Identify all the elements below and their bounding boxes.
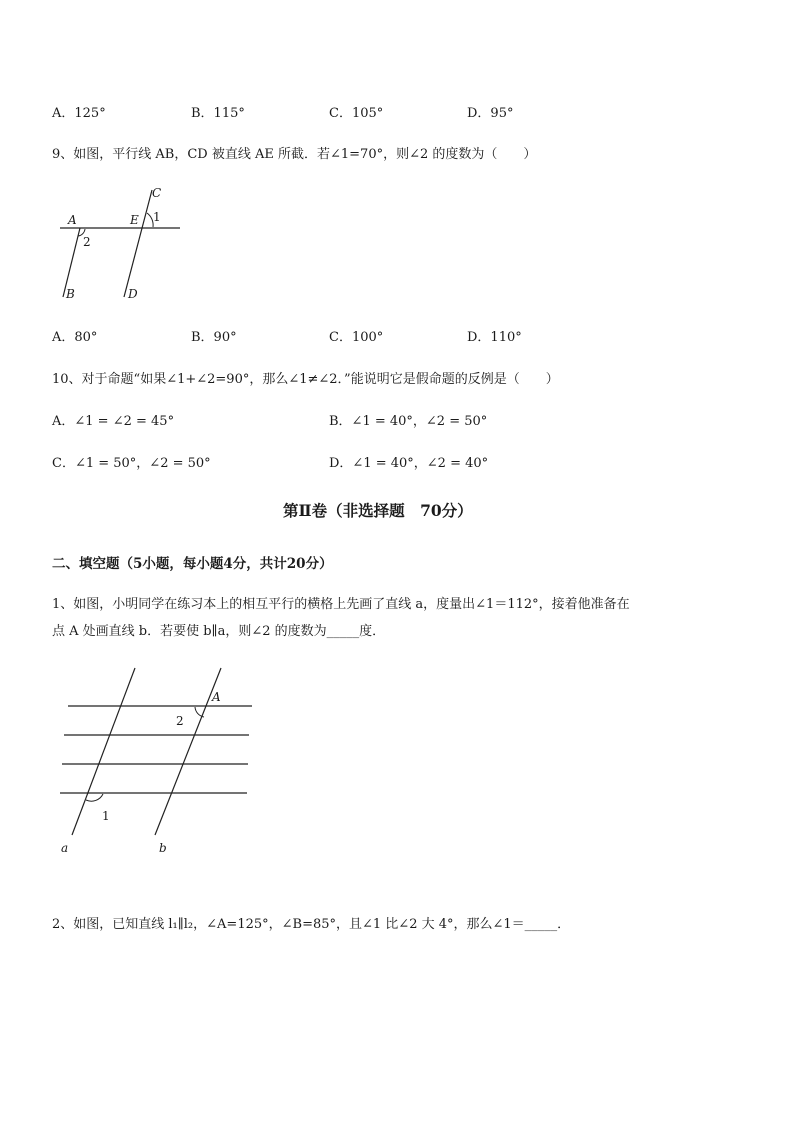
q9-label-e: E [130, 213, 139, 227]
q9-label-b: B [66, 287, 75, 301]
q8-option-c: C．105° [329, 106, 384, 121]
fill1-label-angle2: 2 [176, 714, 184, 728]
fill1-label-line-a: a [61, 841, 69, 855]
q8-option-a: A．125° [52, 106, 106, 121]
q10-option-c: C．∠1 = 50°，∠2 = 50° [52, 456, 211, 471]
part2-title: 第Ⅱ卷（非选择题 70分） [283, 501, 473, 520]
q9-option-d: D．110° [467, 330, 522, 345]
q9-option-a: A．80° [52, 330, 98, 345]
q10-option-d: D．∠1 = 40°，∠2 = 40° [329, 456, 489, 471]
q9-label-angle1: 1 [153, 210, 161, 224]
q10-option-b: B．∠1 = 40°，∠2 = 50° [329, 414, 488, 429]
q9-option-c: C．100° [329, 330, 384, 345]
q10-stem: 10、对于命题“如果∠1+∠2=90°，那么∠1≠∠2．”能说明它是假命题的反例是（ ） [52, 372, 559, 387]
fill1-label-line-b: b [159, 841, 167, 855]
section2-heading: 二、填空题（5小题，每小题4分，共计20分） [52, 556, 333, 572]
q8-option-d: D．95° [467, 106, 514, 121]
q8-option-b: B．115° [191, 106, 245, 121]
q9-label-c: C [152, 186, 162, 200]
q9-stem: 9、如图，平行线 AB，CD 被直线 AE 所截．若∠1=70°，则∠2 的度数为（ ） [52, 147, 537, 162]
q9-option-b: B．90° [191, 330, 237, 345]
fill1-line1: 1、如图，小明同学在练习本上的相互平行的横格上先画了直线 a，度量出∠1＝112°，接着他准备在 [52, 597, 630, 612]
fill1-label-a-point: A [212, 690, 221, 704]
q9-label-a: A [68, 213, 77, 227]
q10-option-a: A．∠1 = ∠2 = 45° [52, 414, 175, 429]
fill2-stem: 2、如图，已知直线 l₁∥l₂，∠A=125°，∠B=85°，且∠1 比∠2 大 4°，那么∠1＝_____． [52, 917, 571, 932]
fill1-line2: 点 A 处画直线 b．若要使 b∥a，则∠2 的度数为_____度． [52, 624, 386, 639]
q9-label-d: D [128, 287, 138, 301]
fill1-label-angle1: 1 [102, 809, 110, 823]
q9-label-angle2: 2 [83, 235, 91, 249]
